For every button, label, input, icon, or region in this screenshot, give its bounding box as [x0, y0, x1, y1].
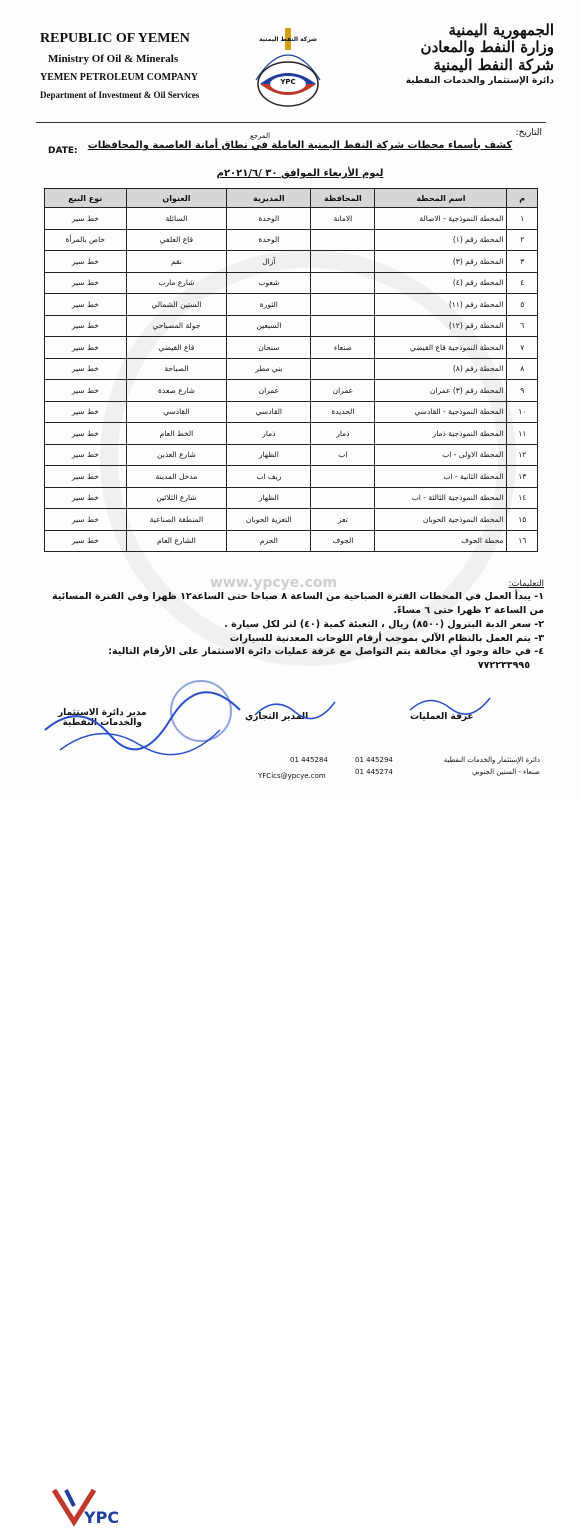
- district: الوحدة: [227, 229, 311, 251]
- station-name: المحطة النموذجية الثالثة - اب: [375, 487, 507, 509]
- signature-scribble: [405, 688, 495, 723]
- sale-type: خط سير: [45, 358, 127, 380]
- district: آزال: [227, 251, 311, 273]
- table-row: [45, 487, 538, 509]
- station-name: المحطة النموذجية - القادسي: [375, 401, 507, 423]
- station-name: المحطة رقم (٤): [375, 272, 507, 294]
- governorate: تعز: [311, 509, 375, 531]
- footer-brand: YPC: [84, 1508, 120, 1527]
- address: الصباحة: [126, 358, 227, 380]
- col-station: اسم المحطة: [375, 189, 507, 208]
- district: الثورة: [227, 294, 311, 316]
- district: سنحان: [227, 337, 311, 359]
- document-title: كشف بأسماء محطات شركة النفط اليمنية العاملة في نطاق أمانة العاصمة والمحافظات: [87, 140, 513, 151]
- row-number: ١٥: [507, 509, 538, 531]
- instruction-item: ٢- سعر الدبة البترول (٨٥٠٠) ريال ، التعبئة كمية (٤٠) لتر لكل سيارة .: [224, 618, 544, 630]
- row-number: ١: [507, 208, 538, 230]
- sale-type: خط سير: [45, 337, 127, 359]
- footer-address: دائرة الإستثمار والخدمات النفطية: [443, 756, 540, 764]
- col-address: العنوان: [126, 189, 227, 208]
- ref-label: المرجع: [250, 132, 271, 140]
- station-name: المحطة رقم (٣) عمران: [375, 380, 507, 402]
- table-row: [45, 337, 538, 359]
- department-name-ar: دائرة الإستثمار والخدمات النفطية: [405, 75, 554, 86]
- address: شارع صعدة: [126, 380, 227, 402]
- ministry-name: Ministry Of Oil & Minerals: [48, 53, 179, 65]
- address: شارع مارب: [126, 272, 227, 294]
- table-row: [45, 509, 538, 531]
- address: شارع العدين: [126, 444, 227, 466]
- footer-phone: 01 445284: [290, 756, 328, 764]
- footer-logo: [44, 1482, 124, 1532]
- governorate: عمران: [311, 380, 375, 402]
- station-name: المحطة رقم (١): [375, 229, 507, 251]
- governorate: [311, 487, 375, 509]
- governorate: اب: [311, 444, 375, 466]
- address: الخط العام: [126, 423, 227, 445]
- sale-type: خط سير: [45, 294, 127, 316]
- table-body: [45, 208, 538, 552]
- row-number: ٩: [507, 380, 538, 402]
- station-name: محطة الجوف: [375, 530, 507, 552]
- table-row: [45, 380, 538, 402]
- address: المنطقة الصناعية: [126, 509, 227, 531]
- date-label-ar: التاريخ:: [515, 128, 542, 138]
- district: الظهار: [227, 487, 311, 509]
- logo-arc-text: شركة النفط اليمنية: [259, 36, 317, 43]
- district: الوحدة: [227, 208, 311, 230]
- governorate: الجوف: [311, 530, 375, 552]
- row-number: ١٠: [507, 401, 538, 423]
- district: ريف اب: [227, 466, 311, 488]
- header-arabic: [364, 22, 554, 86]
- footer-phone: 01 445294: [355, 756, 393, 764]
- governorate: [311, 251, 375, 273]
- sale-type: خاص بالمرأة: [45, 229, 127, 251]
- instructions: [44, 578, 544, 673]
- sale-type: خط سير: [45, 487, 127, 509]
- table-row: [45, 358, 538, 380]
- station-name: المحطة النموذجية ذمار: [375, 423, 507, 445]
- row-number: ٣: [507, 251, 538, 273]
- station-name: المحطة الثانية - اب: [375, 466, 507, 488]
- sale-type: خط سير: [45, 444, 127, 466]
- col-district: المديرية: [227, 189, 311, 208]
- col-number: م: [507, 189, 538, 208]
- address: الستين الشمالي: [126, 294, 227, 316]
- address: السائلة: [126, 208, 227, 230]
- footer-phone: 01 445274: [355, 768, 393, 776]
- table-row: [45, 229, 538, 251]
- governorate: صنعاء: [311, 337, 375, 359]
- row-number: ١٦: [507, 530, 538, 552]
- governorate: [311, 294, 375, 316]
- row-number: ٢: [507, 229, 538, 251]
- station-name: المحطة النموذجية الحوبان: [375, 509, 507, 531]
- address: قاع القيضي: [126, 337, 227, 359]
- sale-type: خط سير: [45, 315, 127, 337]
- sale-type: خط سير: [45, 380, 127, 402]
- station-name: المحطة النموذجية قاع القيضي: [375, 337, 507, 359]
- company-name: YEMEN PETROLEUM COMPANY: [40, 72, 199, 83]
- table-row: [45, 530, 538, 552]
- ministry-name-ar: وزارة النفط والمعادن: [420, 38, 554, 57]
- row-number: ٧: [507, 337, 538, 359]
- table-row: [45, 401, 538, 423]
- governorate: [311, 229, 375, 251]
- row-number: ١٣: [507, 466, 538, 488]
- district: شعوب: [227, 272, 311, 294]
- instruction-item: ٣- يتم العمل بالنظام الآلي بموجب أرقام اللوحات المعدنية للسيارات: [229, 632, 544, 644]
- date-label-en: DATE:: [48, 146, 78, 156]
- header-divider: [36, 122, 546, 123]
- district: التعزية الحوبان: [227, 509, 311, 531]
- footer: [0, 742, 582, 1527]
- address: الشارع العام: [126, 530, 227, 552]
- district: السبعين: [227, 315, 311, 337]
- table-row: [45, 294, 538, 316]
- station-name: المحطة رقم (٣): [375, 251, 507, 273]
- footer-address: صنعاء - الستين الجنوبي: [471, 768, 540, 776]
- governorate: الحديدة: [311, 401, 375, 423]
- table-row: [45, 208, 538, 230]
- sale-type: خط سير: [45, 208, 127, 230]
- row-number: ٥: [507, 294, 538, 316]
- country-name-ar: الجمهورية اليمنية: [448, 21, 554, 39]
- watermark-url: www.ypcye.com: [210, 575, 338, 591]
- country-name: REPUBLIC OF YEMEN: [40, 31, 190, 46]
- signature-commercial-director: المدير التجاري: [245, 712, 309, 722]
- district: بني مطر: [227, 358, 311, 380]
- instruction-item: ٤- في حالة وجود أي مخالفة يتم التواصل مع غرفة عمليات دائرة الاستثمار على الأرقام التالية:: [108, 646, 544, 658]
- row-number: ١٢: [507, 444, 538, 466]
- row-number: ٨: [507, 358, 538, 380]
- document-date-line: ليوم الأربعاء الموافق ٣٠ /٢٠٢١/٦م: [216, 168, 384, 179]
- sale-type: خط سير: [45, 530, 127, 552]
- address: نقم: [126, 251, 227, 273]
- address: قاع العلفي: [126, 229, 227, 251]
- row-number: ٦: [507, 315, 538, 337]
- sale-type: خط سير: [45, 509, 127, 531]
- company-name-ar: شركة النفط اليمنية: [433, 55, 554, 74]
- district: القادسي: [227, 401, 311, 423]
- sale-type: خط سير: [45, 272, 127, 294]
- governorate: [311, 272, 375, 294]
- table-row: [45, 423, 538, 445]
- table-row: [45, 251, 538, 273]
- station-name: المحطة الاولى - اب: [375, 444, 507, 466]
- address: جولة المصباحي: [126, 315, 227, 337]
- district: الحزم: [227, 530, 311, 552]
- instruction-item: ١- يبدأ العمل في المحطات الفترة الصباحية من الساعة ٨ صباحا حتى الساعة١٢ ظهرا وفي الفترة المسائية من الساعة ٢ ظهرا حتى ٦ مساءً.: [52, 591, 544, 617]
- col-governorate: المحافظة: [311, 189, 375, 208]
- district: عمران: [227, 380, 311, 402]
- district: الظهار: [227, 444, 311, 466]
- signature-scribble: [250, 690, 340, 725]
- governorate: ذمار: [311, 423, 375, 445]
- governorate: [311, 315, 375, 337]
- signature-operations: غرفة العمليات: [410, 712, 474, 722]
- station-name: المحطة النموذجية - الاصالة: [375, 208, 507, 230]
- header-english: [40, 32, 230, 100]
- district: ذمار: [227, 423, 311, 445]
- col-sale-type: نوع البيع: [45, 189, 127, 208]
- operations-phone: ٧٧٢٢٣٣٩٩٥: [477, 660, 530, 672]
- sale-type: خط سير: [45, 251, 127, 273]
- row-number: ٤: [507, 272, 538, 294]
- table-header-row: [45, 189, 538, 208]
- governorate: الامانة: [311, 208, 375, 230]
- row-number: ١٤: [507, 487, 538, 509]
- station-name: المحطة رقم (٨): [375, 358, 507, 380]
- company-logo: [236, 22, 340, 114]
- stations-table: [44, 188, 538, 552]
- sale-type: خط سير: [45, 423, 127, 445]
- address: مدخل المدينة: [126, 466, 227, 488]
- station-name: المحطة رقم (١٢): [375, 315, 507, 337]
- signature-title: والخدمات النفطية: [62, 718, 142, 728]
- sale-type: خط سير: [45, 466, 127, 488]
- footer-email: YFCics@ypcye.com: [258, 772, 326, 780]
- table-row: [45, 315, 538, 337]
- table-row: [45, 466, 538, 488]
- department-name: Department of Investment & Oil Services: [40, 90, 200, 100]
- instructions-heading: التعليمات:: [508, 579, 544, 589]
- governorate: [311, 358, 375, 380]
- signature-title: مدير دائرة الاستثمار: [58, 708, 147, 718]
- row-number: ١١: [507, 423, 538, 445]
- governorate: [311, 466, 375, 488]
- table-row: [45, 272, 538, 294]
- address: شارع الثلاثين: [126, 487, 227, 509]
- sale-type: خط سير: [45, 401, 127, 423]
- station-name: المحطة رقم (١١): [375, 294, 507, 316]
- logo-initials: YPC: [280, 78, 296, 86]
- address: القادسي: [126, 401, 227, 423]
- table-row: [45, 444, 538, 466]
